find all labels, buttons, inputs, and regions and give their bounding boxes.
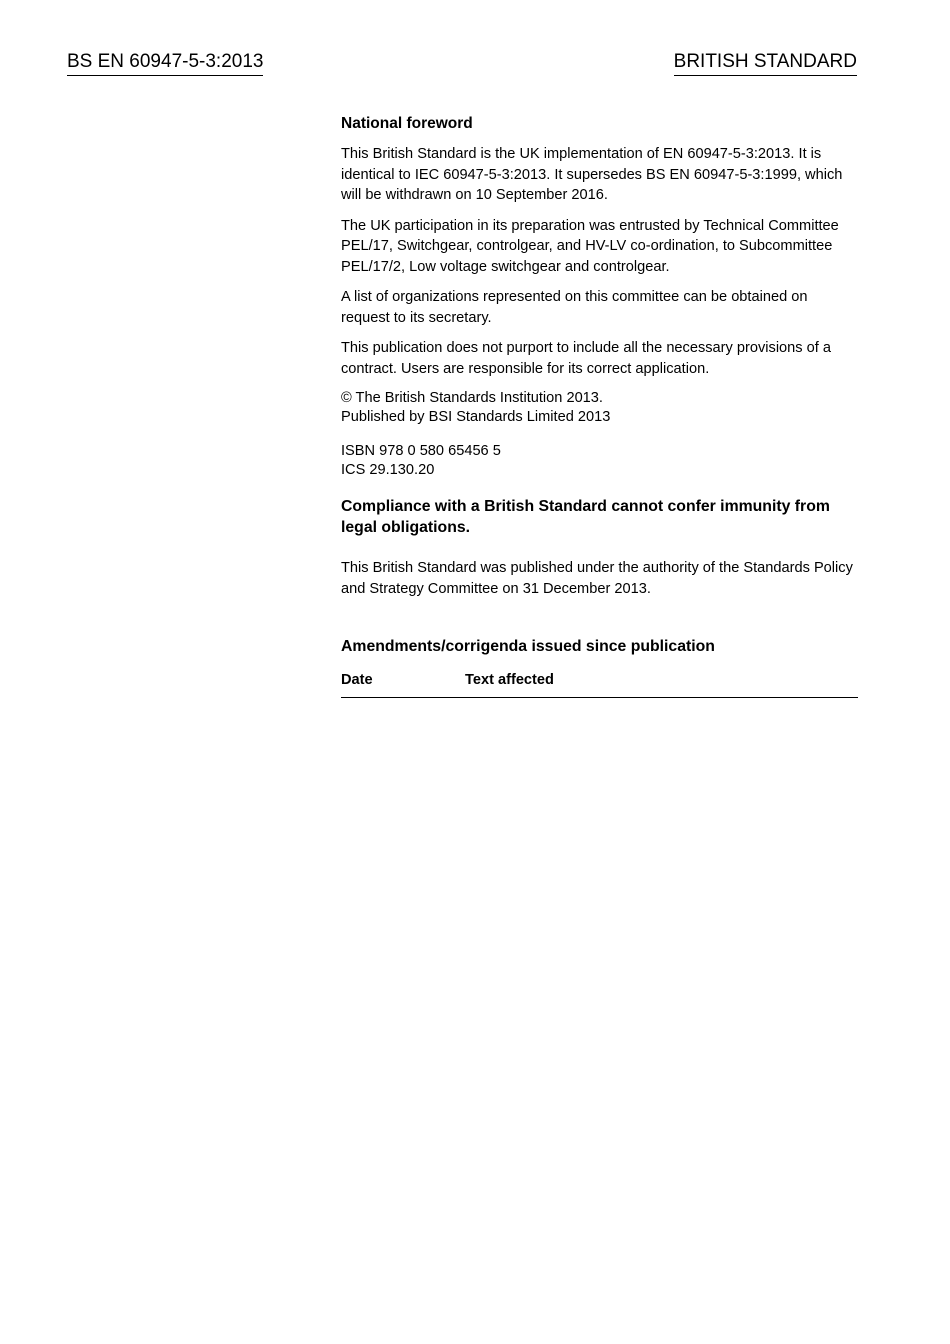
copyright-block [341,389,858,426]
isbn-block [341,442,858,479]
foreword-paragraph-contract: This publication does not purport to include all the necessary provisions of a contract. Users are responsible for its correct application. [341,340,831,377]
amendments-header-row [341,671,858,698]
national-foreword-title: National foreword [341,115,473,132]
foreword-paragraph-participation: The UK participation in its preparation was entrusted by Technical Committee PEL/17, Switchgear, controlgear, and HV-LV co-ordination, to Subcommittee PEL/17/2, Low voltage switchgear and controlgear. [341,217,839,275]
standard-number-header: BS EN 60947-5-3:2013 [67,50,263,76]
ics-line: ICS 29.130.20 [341,461,435,478]
foreword-content [341,114,858,698]
copyright-line: © The British Standards Institution 2013. [341,390,603,406]
publisher-line: Published by BSI Standards Limited 2013 [341,408,611,425]
foreword-paragraph-implementation: This British Standard is the UK implementation of EN 60947-5-3:2013. It is identical to IEC 60947-5-3:2013. It supersedes BS EN 60947-5-3:1999, which will be withdrawn on 10 September 2016. [341,146,843,203]
column-header-text-affected: Text affected [465,671,858,698]
amendments-title: Amendments/corrigenda issued since publication [341,638,715,655]
foreword-paragraph-organizations: A list of organizations represented on this committee can be obtained on request to its secretary. [341,289,808,326]
column-header-date: Date [341,671,465,698]
standard-type-header: BRITISH STANDARD [674,50,857,76]
amendments-table [341,671,858,698]
isbn-line: ISBN 978 0 580 65456 5 [341,443,501,459]
compliance-notice: Compliance with a British Standard cannot confer immunity from legal obligations. [341,498,830,536]
authority-statement: This British Standard was published under the authority of the Standards Policy and Strategy Committee on 31 December 2013. [341,560,853,597]
